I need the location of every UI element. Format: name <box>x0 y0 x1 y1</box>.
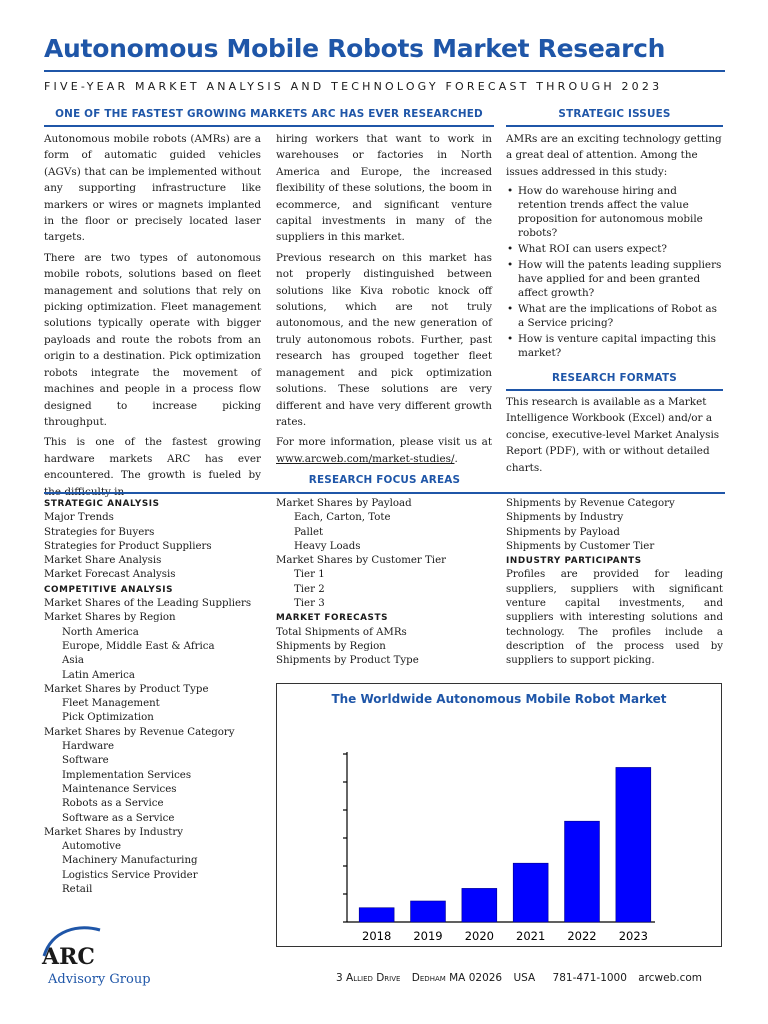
chart-x-label: 2022 <box>567 929 597 943</box>
list-item: Shipments by Product Type <box>276 655 419 667</box>
list-item: • How is venture capital impacting this market? <box>506 332 723 360</box>
list-item: Strategies for Buyers <box>44 526 155 538</box>
research-formats-heading: RESEARCH FORMATS <box>552 372 677 384</box>
title-divider <box>44 70 725 72</box>
list-item: • What are the implications of Robot as a Service pricing? <box>506 302 723 330</box>
research-formats-text: This research is available as a Market Intelligence Workbook (Excel) and/or a concise, executive-level Market Analysis Report (PDF), with or without detailed charts. <box>506 396 720 474</box>
list-item: Each, Carton, Tote <box>294 512 391 524</box>
list-item: Shipments by Payload <box>506 526 620 538</box>
intro-paragraph: This is one of the fastest growing hardware markets ARC has ever encountered. The growth is fueled by <box>44 436 261 482</box>
list-item: Market Forecast Analysis <box>44 569 176 581</box>
focus-column-2 <box>276 497 498 669</box>
list-item: Software as a Service <box>62 812 175 824</box>
list-item: Market Shares by Region <box>44 612 176 624</box>
list-item: Tier 1 <box>294 569 325 581</box>
research-formats-rule <box>506 389 723 391</box>
intro-heading-rule <box>44 125 494 127</box>
list-item: Shipments by Region <box>276 640 386 652</box>
list-item: Strategies for Product Suppliers <box>44 540 212 552</box>
chart-bar-2020 <box>462 888 497 922</box>
strategic-issues-heading: STRATEGIC ISSUES <box>558 108 671 120</box>
more-info-end: . <box>454 452 458 465</box>
intro-paragraph: Previous research on this market has not properly distinguished between solutions like Kiva robotic knock off solutions, which are not truly autonomous, and the new generation of truly autonomous robots. Further, past research has grouped together fleet management and pick optimization solutions. These solutions are very different and have very different growth rates. <box>276 251 492 428</box>
list-item: Shipments by Customer Tier <box>506 540 655 552</box>
focus-column-1 <box>44 497 269 897</box>
strategic-issues-column <box>506 131 723 362</box>
chart-title: The Worldwide Autonomous Mobile Robot Market <box>331 692 667 706</box>
list-item: Shipments by Revenue Category <box>506 498 675 509</box>
more-info-paragraph <box>276 434 492 467</box>
list-item: Europe, Middle East & Africa <box>62 640 215 652</box>
chart-x-label: 2021 <box>516 929 546 943</box>
focus-column-3 <box>506 497 723 669</box>
chart-bar-2022 <box>565 821 600 922</box>
list-item: Software <box>62 755 109 767</box>
footer-city: Dedham MA 02026 <box>411 972 503 984</box>
chart-bar-2023 <box>616 767 651 922</box>
list-item: North America <box>62 626 139 638</box>
list-item: • What ROI can users expect? <box>506 242 723 256</box>
list-item: Heavy Loads <box>294 540 361 552</box>
list-item: Total Shipments of AMRs <box>276 626 407 638</box>
strategic-issues-list <box>506 184 723 360</box>
list-item: Machinery Manufacturing <box>62 855 198 867</box>
list-item: • How do warehouse hiring and retention trends affect the value proposition for autonomous mobile robots? <box>506 184 723 240</box>
list-item: Retail <box>62 884 93 896</box>
focus-subheading: MARKET FORECASTS <box>276 613 389 624</box>
footer-phone: 781-471-1000 <box>552 972 627 984</box>
market-studies-link[interactable]: www.arcweb.com/market-studies/ <box>276 452 455 465</box>
focus-subheading: STRATEGIC ANALYSIS <box>44 499 160 509</box>
list-item: Hardware <box>62 741 115 753</box>
footer-country: USA <box>513 972 536 984</box>
research-formats-column <box>506 394 723 480</box>
list-item: Robots as a Service <box>62 798 164 810</box>
list-item: Pick Optimization <box>62 712 154 724</box>
page-title: Autonomous Mobile Robots Market Research <box>44 34 666 63</box>
chart-bar-2019 <box>411 901 446 922</box>
logo-subtitle: Advisory Group <box>48 972 151 987</box>
list-item: Implementation Services <box>62 769 192 781</box>
list-item: Pallet <box>294 526 324 538</box>
focus-subheading: COMPETITIVE ANALYSIS <box>44 584 174 595</box>
chart-x-label: 2019 <box>413 929 443 943</box>
strategic-issues-intro: AMRs are an exciting technology getting a great deal of attention. Among the issues addressed in this study: <box>506 133 722 178</box>
list-item: Latin America <box>62 669 135 681</box>
chart-x-label: 2023 <box>618 929 648 943</box>
focus-heading: RESEARCH FOCUS AREAS <box>308 474 461 486</box>
logo-name: ARC <box>42 944 95 970</box>
list-item: Shipments by Industry <box>506 512 624 524</box>
list-item: Maintenance Services <box>62 783 177 795</box>
list-item: Market Share Analysis <box>44 555 162 567</box>
strategic-issues-rule <box>506 125 723 127</box>
list-item: Tier 2 <box>294 583 325 595</box>
intro-heading: ONE OF THE FASTEST GROWING MARKETS ARC HAS EVER RESEARCHED <box>55 108 483 120</box>
list-item: Market Shares of the Leading Suppliers <box>44 598 252 610</box>
list-item: Major Trends <box>44 512 114 524</box>
chart-bar-2021 <box>513 863 548 922</box>
focus-subheading: INDUSTRY PARTICIPANTS <box>506 556 642 567</box>
intro-column-1 <box>44 131 261 504</box>
list-item: Logistics Service Provider <box>62 869 198 881</box>
page-subtitle: FIVE-YEAR MARKET ANALYSIS AND TECHNOLOGY FORECAST THROUGH 2023 <box>44 80 663 93</box>
list-item: Asia <box>62 655 84 667</box>
list-item: Market Shares by Customer Tier <box>276 555 446 567</box>
intro-paragraph: There are two types of autonomous mobile robots, solutions based on fleet management and solutions that rely on picking optimization. Fleet management solutions typically operate with bigger payloads and route the robots from an origin to a destination. Pick optimization robots integrate the movement of machines and people in a process flow designed to increase picking throughput. <box>44 251 261 428</box>
chart-x-label: 2020 <box>464 929 494 943</box>
profiles-text: Profiles are provided for leading suppliers, suppliers with significant venture capital investments, and suppliers with interesting solutions and technology. The profiles include a description of the process used by suppliers to support picking. <box>506 569 723 667</box>
arc-logo <box>38 922 151 992</box>
chart-bar-2018 <box>359 908 394 922</box>
focus-heading-rule <box>44 492 725 494</box>
list-item: Market Shares by Industry <box>44 826 184 838</box>
list-item: Market Shares by Payload <box>276 498 412 509</box>
footer-contact <box>336 972 710 984</box>
more-info-text: For more information, please visit us at <box>276 436 492 449</box>
intro-paragraph: hiring workers that want to work in warehouses or factories in North America and Europe, the increased flexibility of these solutions, the boom in ecommerce, and significant venture capital investments in many of the suppliers in this market. <box>276 133 492 244</box>
list-item: Market Shares by Revenue Category <box>44 726 235 738</box>
list-item: Market Shares by Product Type <box>44 683 209 695</box>
list-item: Automotive <box>62 841 122 853</box>
intro-column-2 <box>276 131 492 471</box>
footer-address: 3 Allied Drive <box>336 972 401 984</box>
chart-plot <box>277 684 723 948</box>
list-item: • How will the patents leading suppliers have applied for and been granted affect growth? <box>506 258 723 300</box>
chart-x-label: 2018 <box>362 929 392 943</box>
footer-web[interactable]: arcweb.com <box>638 972 703 984</box>
list-item: Fleet Management <box>62 698 160 710</box>
list-item: Tier 3 <box>294 598 325 610</box>
intro-paragraph: Autonomous mobile robots (AMRs) are a form of automatic guided vehicles (AGVs) that can be implemented without any supporting infrastructure like markers or wires or magnets implanted in the floor or precisely located laser targets. <box>44 133 261 244</box>
market-chart <box>276 683 722 947</box>
